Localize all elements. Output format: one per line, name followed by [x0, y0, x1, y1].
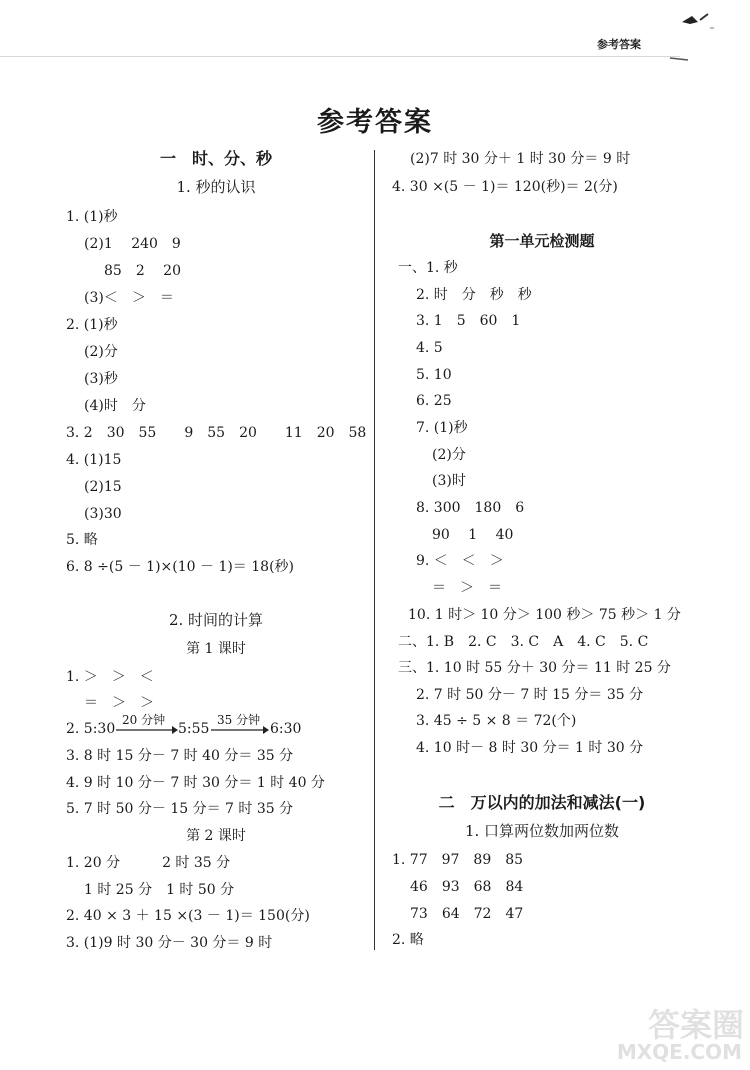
answer-line: 5. 略: [66, 532, 98, 548]
answer-line: 85 2 20: [104, 263, 181, 279]
answer-line: 3. 1 5 60 1: [416, 313, 521, 329]
answer-line: 3. 45 ÷ 5 × 8 ＝ 72(个): [416, 713, 577, 729]
answer-line: 2. 时 分 秒 秒: [416, 287, 532, 303]
answer-line: 1 时 25 分 1 时 50 分: [84, 882, 235, 898]
watermark-logo: [600, 1000, 750, 1070]
right-arrow-icon: [116, 726, 178, 734]
answer-line: 2. 略: [392, 932, 424, 948]
answer-line: 3. 2 30 55 9 55 20 11 20 58: [66, 425, 367, 441]
watermark-url: MXQE.COM: [616, 1040, 742, 1064]
lesson-heading: 第 1 课时: [186, 641, 246, 657]
corner-smudge-icon: [660, 6, 730, 76]
arrow-label: 35 分钟: [217, 713, 261, 727]
answer-line: (2)7 时 30 分＋ 1 时 30 分＝ 9 时: [410, 151, 631, 167]
answer-line: 2. (1)秒: [66, 317, 118, 333]
answer-line: (2)分: [84, 344, 118, 360]
answer-line: 2. 5:30: [66, 721, 116, 737]
answer-line: 10. 1 时＞ 10 分＞ 100 秒＞ 75 秒＞ 1 分: [408, 607, 681, 623]
answer-line: 6:30: [270, 721, 302, 737]
answer-line: 3. 8 时 15 分－ 7 时 40 分＝ 35 分: [66, 748, 294, 764]
answer-line: (4)时 分: [84, 398, 146, 414]
answer-line: 4. 10 时－ 8 时 30 分＝ 1 时 30 分: [416, 740, 644, 756]
header-rule: [0, 56, 680, 57]
answer-line: 1. 20 分 2 时 35 分: [66, 855, 231, 871]
chapter-1-heading: 一 时、分、秒: [159, 149, 272, 168]
answer-line: ＝ ＞ ＝: [432, 580, 502, 596]
answer-line: (2)分: [432, 447, 466, 463]
answer-line: 5. 7 时 50 分－ 15 分＝ 7 时 35 分: [66, 801, 294, 817]
answer-line: 2. 7 时 50 分－ 7 时 15 分＝ 35 分: [416, 687, 644, 703]
time-arrow-2: [211, 711, 269, 735]
chapter-2-heading: 二 万以内的加法和减法(一): [438, 793, 646, 812]
answer-line: 1. 77 97 89 85: [392, 852, 524, 868]
column-divider: [374, 150, 375, 950]
answer-line: 7. (1)秒: [416, 420, 468, 436]
answer-line: 90 1 40: [432, 527, 514, 543]
answer-line: 46 93 68 84: [410, 879, 524, 895]
section-heading: 1. 口算两位数加两位数: [464, 822, 620, 840]
section-2-heading: 2. 时间的计算: [168, 611, 264, 629]
answer-line: 4. 9 时 10 分－ 7 时 30 分＝ 1 时 40 分: [66, 775, 325, 791]
answer-line: 一、1. 秒: [398, 260, 458, 276]
page-title: 参考答案: [317, 107, 433, 138]
answer-line: 3. (1)9 时 30 分－ 30 分＝ 9 时: [66, 935, 273, 951]
answer-line: 8. 300 180 6: [416, 500, 525, 516]
answer-line: 9. ＜ ＜ ＞: [416, 553, 504, 569]
answer-line: 4. 30 ×(5 － 1)＝ 120(秒)＝ 2(分): [392, 179, 618, 195]
answer-line: (2)15: [84, 479, 122, 495]
answer-line: 5. 10: [416, 367, 452, 383]
arrow-label: 20 分钟: [122, 713, 166, 727]
answer-line: (3)＜ ＞ ＝: [84, 290, 174, 306]
answer-line: 6. 8 ÷(5 － 1)×(10 － 1)＝ 18(秒): [66, 559, 294, 575]
answer-line: (3)30: [84, 506, 122, 522]
answer-line: 73 64 72 47: [410, 906, 524, 922]
answer-line: 二、1. B 2. C 3. C A 4. C 5. C: [398, 634, 649, 650]
answer-line: 4. (1)15: [66, 452, 122, 468]
answer-line: 2. 40 × 3 ＋ 15 ×(3 － 1)＝ 150(分): [66, 908, 310, 924]
answer-line: (3)秒: [84, 371, 118, 387]
answer-line: 1. (1)秒: [66, 209, 118, 225]
answer-line: 三、1. 10 时 55 分＋ 30 分＝ 11 时 25 分: [398, 660, 671, 676]
answer-line: (2)1 240 9: [84, 236, 181, 252]
answer-line: 6. 25: [416, 393, 452, 409]
answer-line: (3)时: [432, 473, 466, 489]
section-1-heading: 1. 秒的认识: [176, 178, 256, 196]
answer-line: 4. 5: [416, 340, 443, 356]
lesson-heading: 第 2 课时: [186, 828, 246, 844]
watermark-text: 答案圈: [647, 1006, 744, 1044]
answer-line: 5:55: [178, 721, 210, 737]
time-arrow-1: [116, 711, 178, 735]
right-arrow-icon: [211, 726, 269, 734]
running-header: 参考答案: [597, 38, 641, 51]
answer-line: 1. ＞ ＞ ＜: [66, 669, 154, 685]
answer-line: ＝ ＞ ＞: [84, 695, 154, 711]
unit-test-heading: 第一单元检测题: [489, 232, 595, 250]
